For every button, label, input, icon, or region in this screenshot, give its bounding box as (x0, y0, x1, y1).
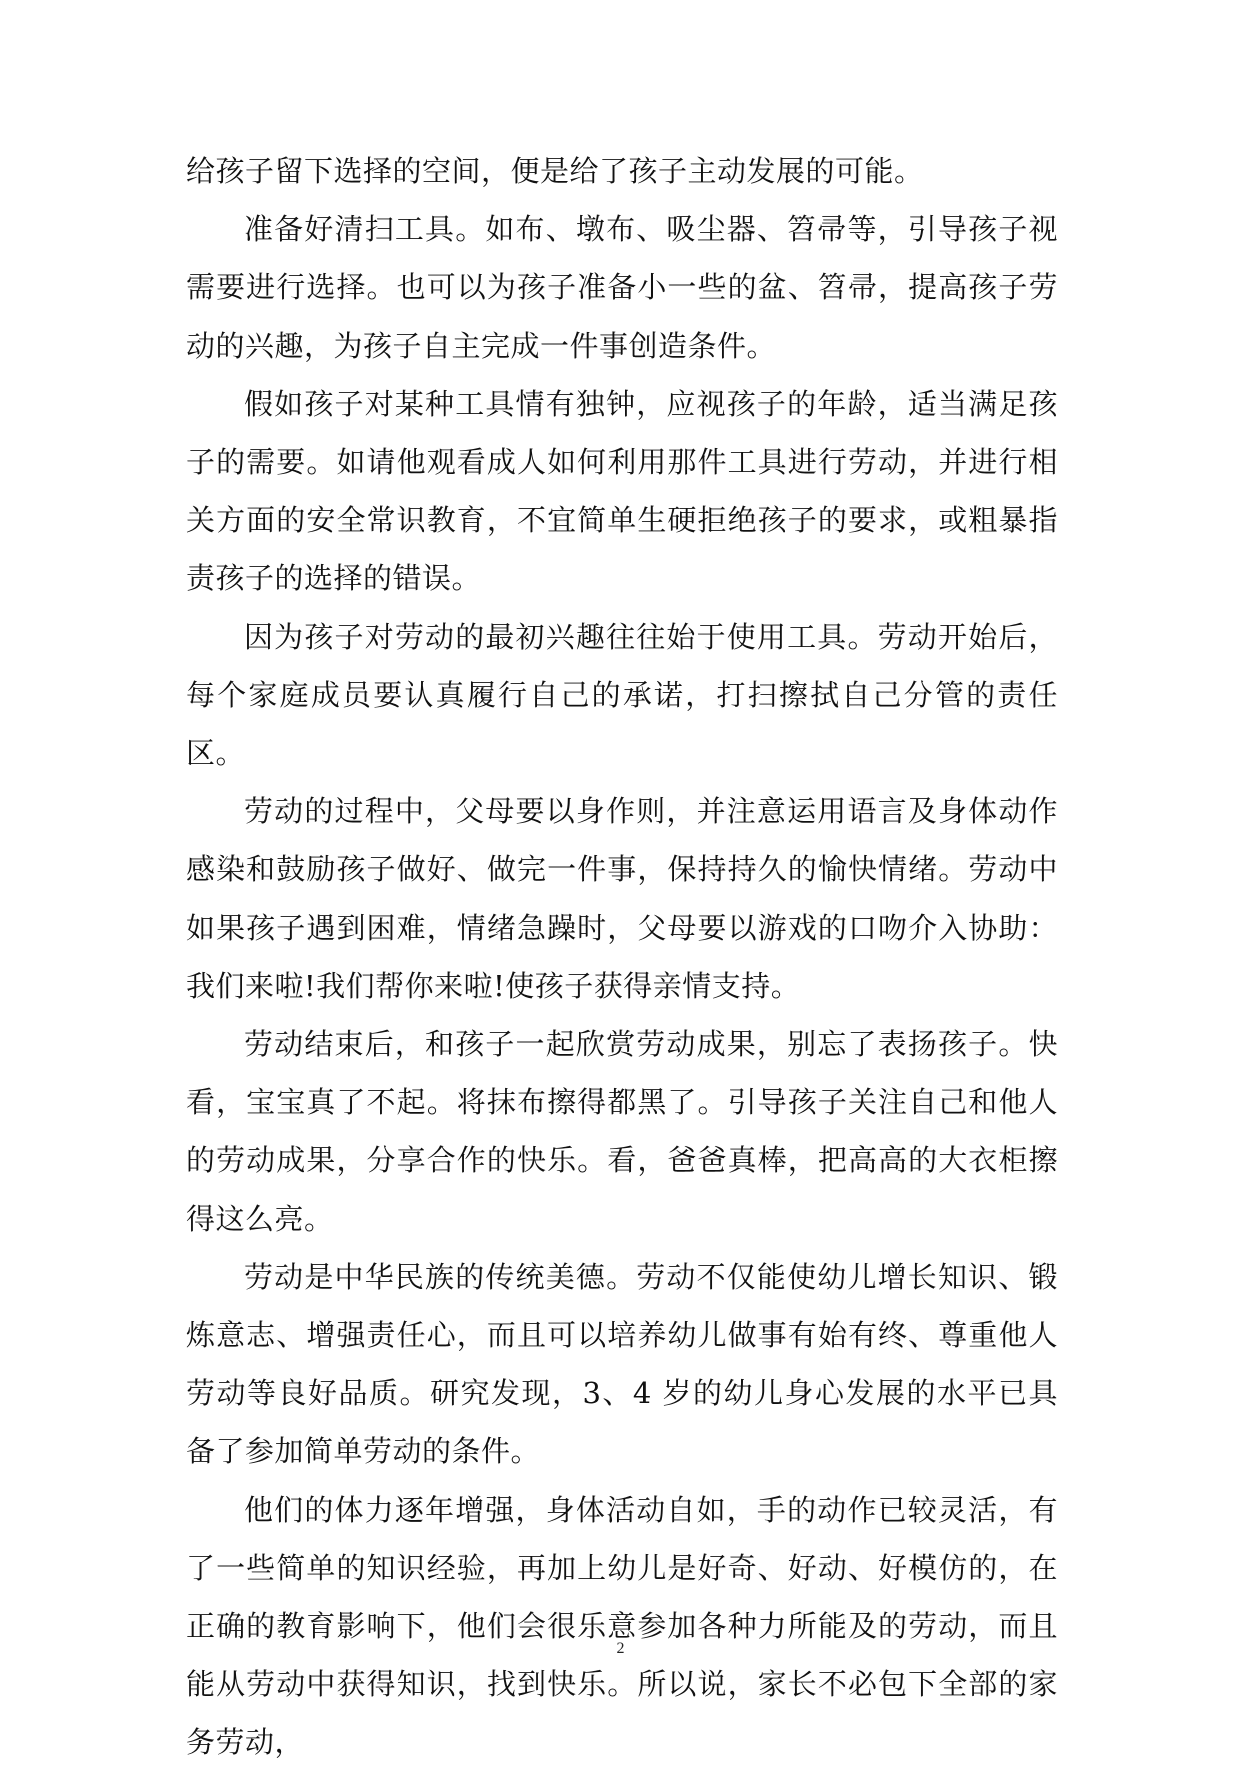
paragraph-8: 他们的体力逐年增强，身体活动自如，手的动作已较灵活，有了一些简单的知识经验，再加上幼儿是好奇、好动、好模仿的，在正确的教育影响下，他们会很乐意参加各种力所能及的劳动，而且能从劳动中获得知识，找到快乐。所以说，家长不必包下全部的家务劳动， (186, 1492, 1058, 1760)
paragraph-3: 假如孩子对某种工具情有独钟，应视孩子的年龄，适当满足孩子的需要。如请他观看成人如何利用那件工具进行劳动，并进行相关方面的安全常识教育，不宜简单生硬拒绝孩子的要求，或粗暴指责孩子的选择的错误。 (186, 386, 1058, 596)
paragraph-5: 劳动的过程中，父母要以身作则，并注意运用语言及身体动作感染和鼓励孩子做好、做完一件事，保持持久的愉快情绪。劳动中如果孩子遇到困难，情绪急躁时，父母要以游戏的口吻介入协助：我们来啦!我们帮你来啦!使孩子获得亲情支持。 (186, 794, 1058, 1003)
body-text (186, 142, 1058, 1772)
paragraph-7: 劳动是中华民族的传统美德。劳动不仅能使幼儿增长知识、锻炼意志、增强责任心，而且可以培养幼儿做事有始有终、尊重他人劳动等良好品质。研究发现，3、4 岁的幼儿身心发展的水平已具备了参加简单劳动的条件。 (186, 1259, 1058, 1469)
paragraph-4: 因为孩子对劳动的最初兴趣往往始于使用工具。劳动开始后，每个家庭成员要认真履行自己的承诺，打扫擦拭自己分管的责任区。 (186, 619, 1058, 771)
paragraph-2: 准备好清扫工具。如布、墩布、吸尘器、笤帚等，引导孩子视需要进行选择。也可以为孩子准备小一些的盆、笤帚，提高孩子劳动的兴趣，为孩子自主完成一件事创造条件。 (186, 212, 1058, 363)
page-number: 2 (616, 1640, 625, 1657)
paragraph-1: 给孩子留下选择的空间，便是给了孩子主动发展的可能。 (186, 154, 924, 188)
paragraph-6: 劳动结束后，和孩子一起欣赏劳动成果，别忘了表扬孩子。快看，宝宝真了不起。将抹布擦得都黑了。引导孩子关注自己和他人的劳动成果，分享合作的快乐。看，爸爸真棒，把高高的大衣柜擦得这么亮。 (186, 1027, 1058, 1236)
